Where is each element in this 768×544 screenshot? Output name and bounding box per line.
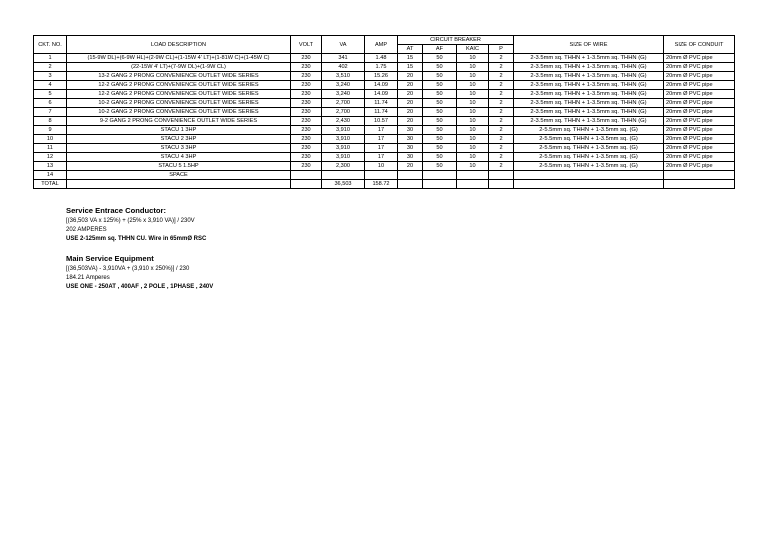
cell-ckt-no: 11 <box>34 144 67 153</box>
table-row <box>34 54 735 63</box>
header-at: AT <box>398 45 423 54</box>
cell-va: 3,510 <box>322 72 365 81</box>
cell-load-description: (15-9W DL)+(6-9W HL)+(2-9W CL)+(1-15W 4' LT)+(1-81W C)+(1-45W C) <box>67 54 291 63</box>
cell-p: 2 <box>489 153 514 162</box>
cell-at <box>398 171 423 180</box>
cell-volt <box>291 171 322 180</box>
cell-p: 2 <box>489 108 514 117</box>
cell-af <box>423 171 457 180</box>
cell-at: 30 <box>398 135 423 144</box>
cell-va: 2,430 <box>322 117 365 126</box>
cell-empty <box>291 180 322 189</box>
cell-load-description: SPACE <box>67 171 291 180</box>
cell-amp: 15.26 <box>365 72 398 81</box>
cell-size-of-wire: 2-5.5mm sq. THHN + 1-3.5mm sq. (G) <box>514 144 664 153</box>
cell-at: 15 <box>398 54 423 63</box>
cell-ckt-no: 6 <box>34 99 67 108</box>
header-kaic: KAIC <box>457 45 489 54</box>
header-load-description: LOAD DESCRIPTION <box>67 36 291 54</box>
panel-schedule-table <box>33 35 735 189</box>
cell-size-of-wire: 2-5.5mm sq. THHN + 1-3.5mm sq. (G) <box>514 126 664 135</box>
cell-p: 2 <box>489 90 514 99</box>
cell-size-of-conduit: 20mm Ø PVC pipe <box>664 63 735 72</box>
cell-ckt-no: 5 <box>34 90 67 99</box>
cell-va: 3,240 <box>322 81 365 90</box>
cell-af: 50 <box>423 90 457 99</box>
cell-size-of-conduit: 20mm Ø PVC pipe <box>664 153 735 162</box>
service-entrance-use: USE 2-125mm sq. THHN CU. Wire in 65mmØ RSC <box>66 236 207 242</box>
cell-empty <box>514 180 664 189</box>
cell-size-of-conduit: 20mm Ø PVC pipe <box>664 135 735 144</box>
cell-p: 2 <box>489 54 514 63</box>
cell-amp: 11.74 <box>365 108 398 117</box>
cell-af: 50 <box>423 144 457 153</box>
cell-size-of-wire <box>514 171 664 180</box>
cell-af: 50 <box>423 54 457 63</box>
cell-af: 50 <box>423 72 457 81</box>
cell-amp: 1.75 <box>365 63 398 72</box>
header-va: VA <box>322 36 365 54</box>
cell-va: 3,910 <box>322 135 365 144</box>
cell-ckt-no: 13 <box>34 162 67 171</box>
main-service-section <box>66 254 213 292</box>
cell-af: 50 <box>423 162 457 171</box>
table-row <box>34 117 735 126</box>
cell-volt: 230 <box>291 108 322 117</box>
cell-ckt-no: 10 <box>34 135 67 144</box>
cell-at: 30 <box>398 126 423 135</box>
cell-size-of-conduit: 20mm Ø PVC pipe <box>664 144 735 153</box>
main-service-result: 184.21 Amperes <box>66 275 110 281</box>
cell-amp: 10.57 <box>365 117 398 126</box>
cell-size-of-conduit: 20mm Ø PVC pipe <box>664 90 735 99</box>
table-row <box>34 90 735 99</box>
table-row <box>34 162 735 171</box>
cell-size-of-conduit: 20mm Ø PVC pipe <box>664 54 735 63</box>
cell-size-of-conduit: 20mm Ø PVC pipe <box>664 126 735 135</box>
cell-amp: 17 <box>365 144 398 153</box>
cell-size-of-wire: 2-5.5mm sq. THHN + 1-3.5mm sq. (G) <box>514 135 664 144</box>
cell-p: 2 <box>489 135 514 144</box>
cell-size-of-wire: 2-3.5mm sq. THHN + 1-3.5mm sq. THHN (G) <box>514 90 664 99</box>
cell-p: 2 <box>489 162 514 171</box>
header-p: P <box>489 45 514 54</box>
cell-size-of-conduit: 20mm Ø PVC pipe <box>664 162 735 171</box>
cell-size-of-conduit: 20mm Ø PVC pipe <box>664 99 735 108</box>
cell-load-description: 10-2 GANG 2 PRONG CONVENIENCE OUTLET WIDE SERIES <box>67 108 291 117</box>
header-row <box>34 36 735 45</box>
main-service-use: USE ONE - 250AT , 400AF , 2 POLE , 1PHASE , 240V <box>66 284 214 290</box>
cell-p: 2 <box>489 81 514 90</box>
cell-size-of-wire: 2-3.5mm sq. THHN + 1-3.5mm sq. THHN (G) <box>514 117 664 126</box>
cell-load-description: STACU 1 3HP <box>67 126 291 135</box>
cell-empty <box>398 180 423 189</box>
cell-p: 2 <box>489 72 514 81</box>
cell-amp: 10 <box>365 162 398 171</box>
cell-empty <box>664 180 735 189</box>
cell-volt: 230 <box>291 144 322 153</box>
header-af: AF <box>423 45 457 54</box>
cell-volt: 230 <box>291 72 322 81</box>
cell-empty <box>457 180 489 189</box>
cell-at: 20 <box>398 90 423 99</box>
cell-volt: 230 <box>291 81 322 90</box>
cell-size-of-wire: 2-3.5mm sq. THHN + 1-3.5mm sq. THHN (G) <box>514 72 664 81</box>
cell-load-description: STACU 3 3HP <box>67 144 291 153</box>
cell-volt: 230 <box>291 153 322 162</box>
cell-at: 20 <box>398 162 423 171</box>
table-row <box>34 99 735 108</box>
cell-at: 20 <box>398 108 423 117</box>
total-label: TOTAL <box>34 180 67 189</box>
cell-va <box>322 171 365 180</box>
cell-ckt-no: 1 <box>34 54 67 63</box>
cell-size-of-wire: 2-3.5mm sq. THHN + 1-3.5mm sq. THHN (G) <box>514 108 664 117</box>
cell-size-of-wire: 2-3.5mm sq. THHN + 1-3.5mm sq. THHN (G) <box>514 63 664 72</box>
cell-af: 50 <box>423 117 457 126</box>
total-row <box>34 180 735 189</box>
cell-va: 3,910 <box>322 153 365 162</box>
cell-at: 20 <box>398 99 423 108</box>
cell-empty <box>489 180 514 189</box>
cell-va: 2,700 <box>322 99 365 108</box>
cell-size-of-conduit: 20mm Ø PVC pipe <box>664 108 735 117</box>
cell-amp: 14.09 <box>365 81 398 90</box>
cell-p <box>489 171 514 180</box>
cell-kaic: 10 <box>457 81 489 90</box>
cell-va: 402 <box>322 63 365 72</box>
cell-kaic: 10 <box>457 54 489 63</box>
cell-amp: 14.09 <box>365 90 398 99</box>
cell-at: 20 <box>398 117 423 126</box>
cell-ckt-no: 14 <box>34 171 67 180</box>
cell-kaic: 10 <box>457 63 489 72</box>
cell-kaic: 10 <box>457 90 489 99</box>
table-row <box>34 171 735 180</box>
cell-va: 2,700 <box>322 108 365 117</box>
cell-empty <box>67 180 291 189</box>
cell-af: 50 <box>423 63 457 72</box>
cell-p: 2 <box>489 144 514 153</box>
service-entrance-result: 202 AMPERES <box>66 227 107 233</box>
cell-p: 2 <box>489 99 514 108</box>
cell-va: 3,910 <box>322 144 365 153</box>
cell-load-description: 12-2 GANG 2 PRONG CONVENIENCE OUTLET WIDE SERIES <box>67 90 291 99</box>
cell-af: 50 <box>423 153 457 162</box>
cell-kaic: 10 <box>457 162 489 171</box>
cell-volt: 230 <box>291 162 322 171</box>
header-size-of-wire: SIZE OF WIRE <box>514 36 664 54</box>
cell-empty <box>423 180 457 189</box>
total-amp: 158.72 <box>365 180 398 189</box>
cell-amp: 17 <box>365 135 398 144</box>
cell-load-description: STACU 4 3HP <box>67 153 291 162</box>
cell-volt: 230 <box>291 126 322 135</box>
cell-af: 50 <box>423 81 457 90</box>
cell-kaic: 10 <box>457 144 489 153</box>
cell-kaic <box>457 171 489 180</box>
cell-p: 2 <box>489 63 514 72</box>
cell-size-of-conduit: 20mm Ø PVC pipe <box>664 117 735 126</box>
cell-load-description: STACU 2 3HP <box>67 135 291 144</box>
cell-size-of-wire: 2-3.5mm sq. THHN + 1-3.5mm sq. THHN (G) <box>514 81 664 90</box>
cell-ckt-no: 8 <box>34 117 67 126</box>
table-row <box>34 153 735 162</box>
cell-ckt-no: 12 <box>34 153 67 162</box>
cell-at: 20 <box>398 81 423 90</box>
cell-ckt-no: 2 <box>34 63 67 72</box>
cell-kaic: 10 <box>457 117 489 126</box>
cell-kaic: 10 <box>457 126 489 135</box>
cell-af: 50 <box>423 126 457 135</box>
cell-kaic: 10 <box>457 135 489 144</box>
cell-va: 3,240 <box>322 90 365 99</box>
cell-volt: 230 <box>291 117 322 126</box>
cell-at: 30 <box>398 153 423 162</box>
header-size-of-conduit: SIZE OF CONDUIT <box>664 36 735 54</box>
cell-volt: 230 <box>291 99 322 108</box>
cell-kaic: 10 <box>457 153 489 162</box>
cell-load-description: 13-2 GANG 2 PRONG CONVENIENCE OUTLET WIDE SERIES <box>67 72 291 81</box>
service-entrance-formula: [(36,503 VA x 125%) + (25% x 3,910 VA)] / 230V <box>66 218 195 224</box>
cell-amp: 1.48 <box>365 54 398 63</box>
table-row <box>34 126 735 135</box>
cell-size-of-conduit <box>664 171 735 180</box>
cell-size-of-conduit: 20mm Ø PVC pipe <box>664 72 735 81</box>
cell-size-of-wire: 2-3.5mm sq. THHN + 1-3.5mm sq. THHN (G) <box>514 54 664 63</box>
header-volt: VOLT <box>291 36 322 54</box>
cell-kaic: 10 <box>457 99 489 108</box>
cell-amp <box>365 171 398 180</box>
cell-at: 20 <box>398 72 423 81</box>
service-entrance-section <box>66 206 206 244</box>
header-circuit-breaker: CIRCUIT BREAKER <box>398 36 514 45</box>
total-va: 36,503 <box>322 180 365 189</box>
cell-volt: 230 <box>291 135 322 144</box>
main-service-title: Main Service Equipment <box>66 254 154 263</box>
cell-kaic: 10 <box>457 72 489 81</box>
cell-ckt-no: 9 <box>34 126 67 135</box>
cell-size-of-conduit: 20mm Ø PVC pipe <box>664 81 735 90</box>
cell-load-description: 12-2 GANG 2 PRONG CONVENIENCE OUTLET WIDE SERIES <box>67 81 291 90</box>
cell-ckt-no: 4 <box>34 81 67 90</box>
cell-amp: 17 <box>365 126 398 135</box>
header-amp: AMP <box>365 36 398 54</box>
cell-at: 15 <box>398 63 423 72</box>
cell-volt: 230 <box>291 54 322 63</box>
table-row <box>34 63 735 72</box>
cell-af: 50 <box>423 108 457 117</box>
table-row <box>34 135 735 144</box>
cell-ckt-no: 3 <box>34 72 67 81</box>
table-row <box>34 81 735 90</box>
header-ckt-no: CKT. NO. <box>34 36 67 54</box>
cell-load-description: (22-15W 4' LT)+(7-9W DL)+(1-9W CL) <box>67 63 291 72</box>
cell-load-description: 10-2 GANG 2 PRONG CONVENIENCE OUTLET WIDE SERIES <box>67 99 291 108</box>
cell-volt: 230 <box>291 90 322 99</box>
table-row <box>34 108 735 117</box>
cell-size-of-wire: 2-5.5mm sq. THHN + 1-3.5mm sq. (G) <box>514 153 664 162</box>
cell-p: 2 <box>489 126 514 135</box>
cell-amp: 17 <box>365 153 398 162</box>
service-entrance-title: Service Entrace Conductor: <box>66 206 167 215</box>
cell-kaic: 10 <box>457 108 489 117</box>
cell-af: 50 <box>423 135 457 144</box>
table-row <box>34 72 735 81</box>
cell-amp: 11.74 <box>365 99 398 108</box>
cell-volt: 230 <box>291 63 322 72</box>
table-row <box>34 144 735 153</box>
cell-at: 30 <box>398 144 423 153</box>
cell-va: 2,300 <box>322 162 365 171</box>
main-service-formula: [(36,503VA) - 3,910VA + (3,910 x 250%)] / 230 <box>66 266 190 272</box>
cell-load-description: 9-2 GANG 2 PRONG CONVENIENCE OUTLET WIDE SERIES <box>67 117 291 126</box>
cell-p: 2 <box>489 117 514 126</box>
cell-va: 341 <box>322 54 365 63</box>
cell-va: 3,910 <box>322 126 365 135</box>
cell-size-of-wire: 2-3.5mm sq. THHN + 1-3.5mm sq. THHN (G) <box>514 99 664 108</box>
cell-load-description: STACU 5 1.5HP <box>67 162 291 171</box>
cell-ckt-no: 7 <box>34 108 67 117</box>
cell-af: 50 <box>423 99 457 108</box>
cell-size-of-wire: 2-5.5mm sq. THHN + 1-3.5mm sq. (G) <box>514 162 664 171</box>
